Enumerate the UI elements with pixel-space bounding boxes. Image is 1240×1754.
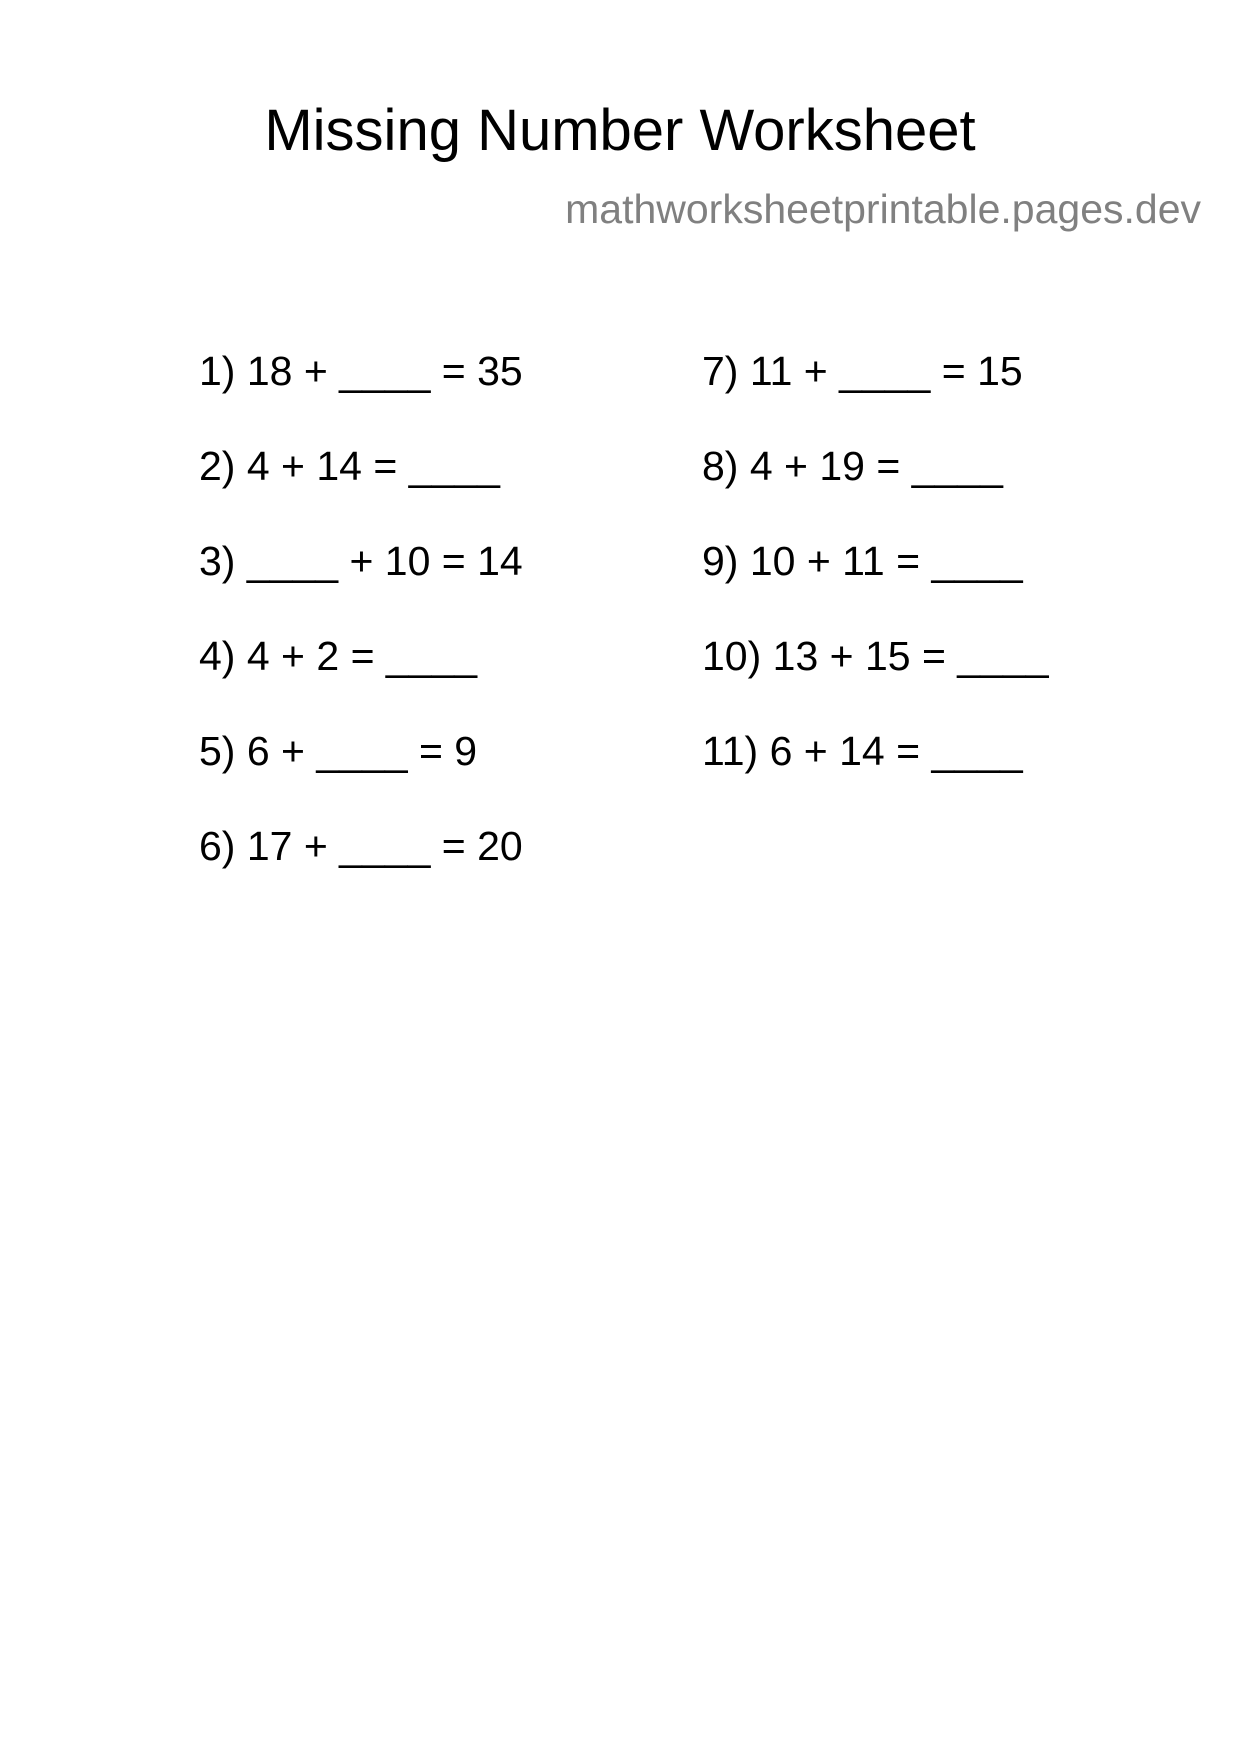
- page-title: Missing Number Worksheet: [264, 98, 976, 163]
- problem-3: 3) ____ + 10 = 14: [199, 538, 523, 584]
- problem-2: 2) 4 + 14 = ____: [199, 443, 500, 489]
- problem-5: 5) 6 + ____ = 9: [199, 728, 478, 774]
- problem-6: 6) 17 + ____ = 20: [199, 823, 523, 869]
- problem-column-right: [702, 346, 1049, 821]
- problem-4: 4) 4 + 2 = ____: [199, 633, 478, 679]
- problem-1: 1) 18 + ____ = 35: [199, 348, 523, 394]
- problem-10: 10) 13 + 15 = ____: [702, 633, 1049, 679]
- problem-7: 7) 11 + ____ = 15: [702, 348, 1023, 394]
- site-url: mathworksheetprintable.pages.dev: [565, 186, 1201, 232]
- problem-9: 9) 10 + 11 = ____: [702, 538, 1023, 584]
- problem-column-left: [199, 346, 523, 916]
- problem-11: 11) 6 + 14 = ____: [702, 728, 1023, 774]
- problem-8: 8) 4 + 19 = ____: [702, 443, 1003, 489]
